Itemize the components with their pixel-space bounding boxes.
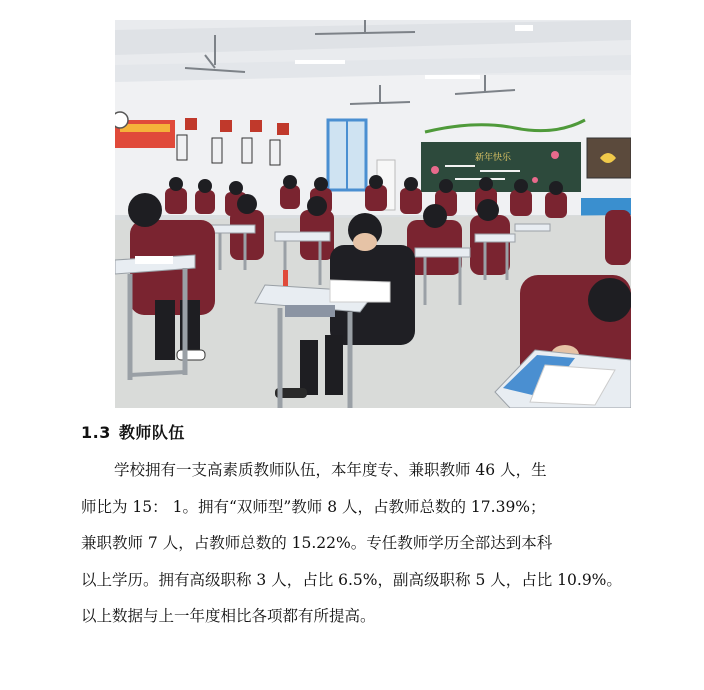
paragraph-line: 以上学历。拥有高级职称 3 人，占比 6.5%，副高级职称 5 人，占比 10.9%。 (81, 570, 622, 589)
wall-clock (115, 112, 128, 128)
section-number: 1.3 (81, 423, 111, 442)
section-title: 教师队伍 (118, 423, 185, 442)
paragraph-line: 学校拥有一支高素质教师队伍，本年度专、兼职教师 46 人，生 (114, 461, 547, 479)
ceiling-light (515, 25, 533, 31)
classroom-exam-photo (115, 20, 631, 408)
body-paragraph (81, 452, 622, 635)
paragraph-line: 师比为 15： 1。拥有“双师型”教师 8 人，占教师总数的 17.39%； (81, 497, 546, 516)
chalkboard-heading: 新年快乐 (475, 153, 512, 163)
ceiling-light (295, 60, 345, 64)
ceiling-light (425, 75, 480, 79)
paragraph-line: 以上数据与上一年度相比各项都有所提高。 (81, 607, 376, 625)
paragraph-line: 兼职教师 7 人，占教师总数的 15.22%。专任教师学历全部达到本科 (81, 534, 553, 552)
section-heading (81, 420, 185, 443)
